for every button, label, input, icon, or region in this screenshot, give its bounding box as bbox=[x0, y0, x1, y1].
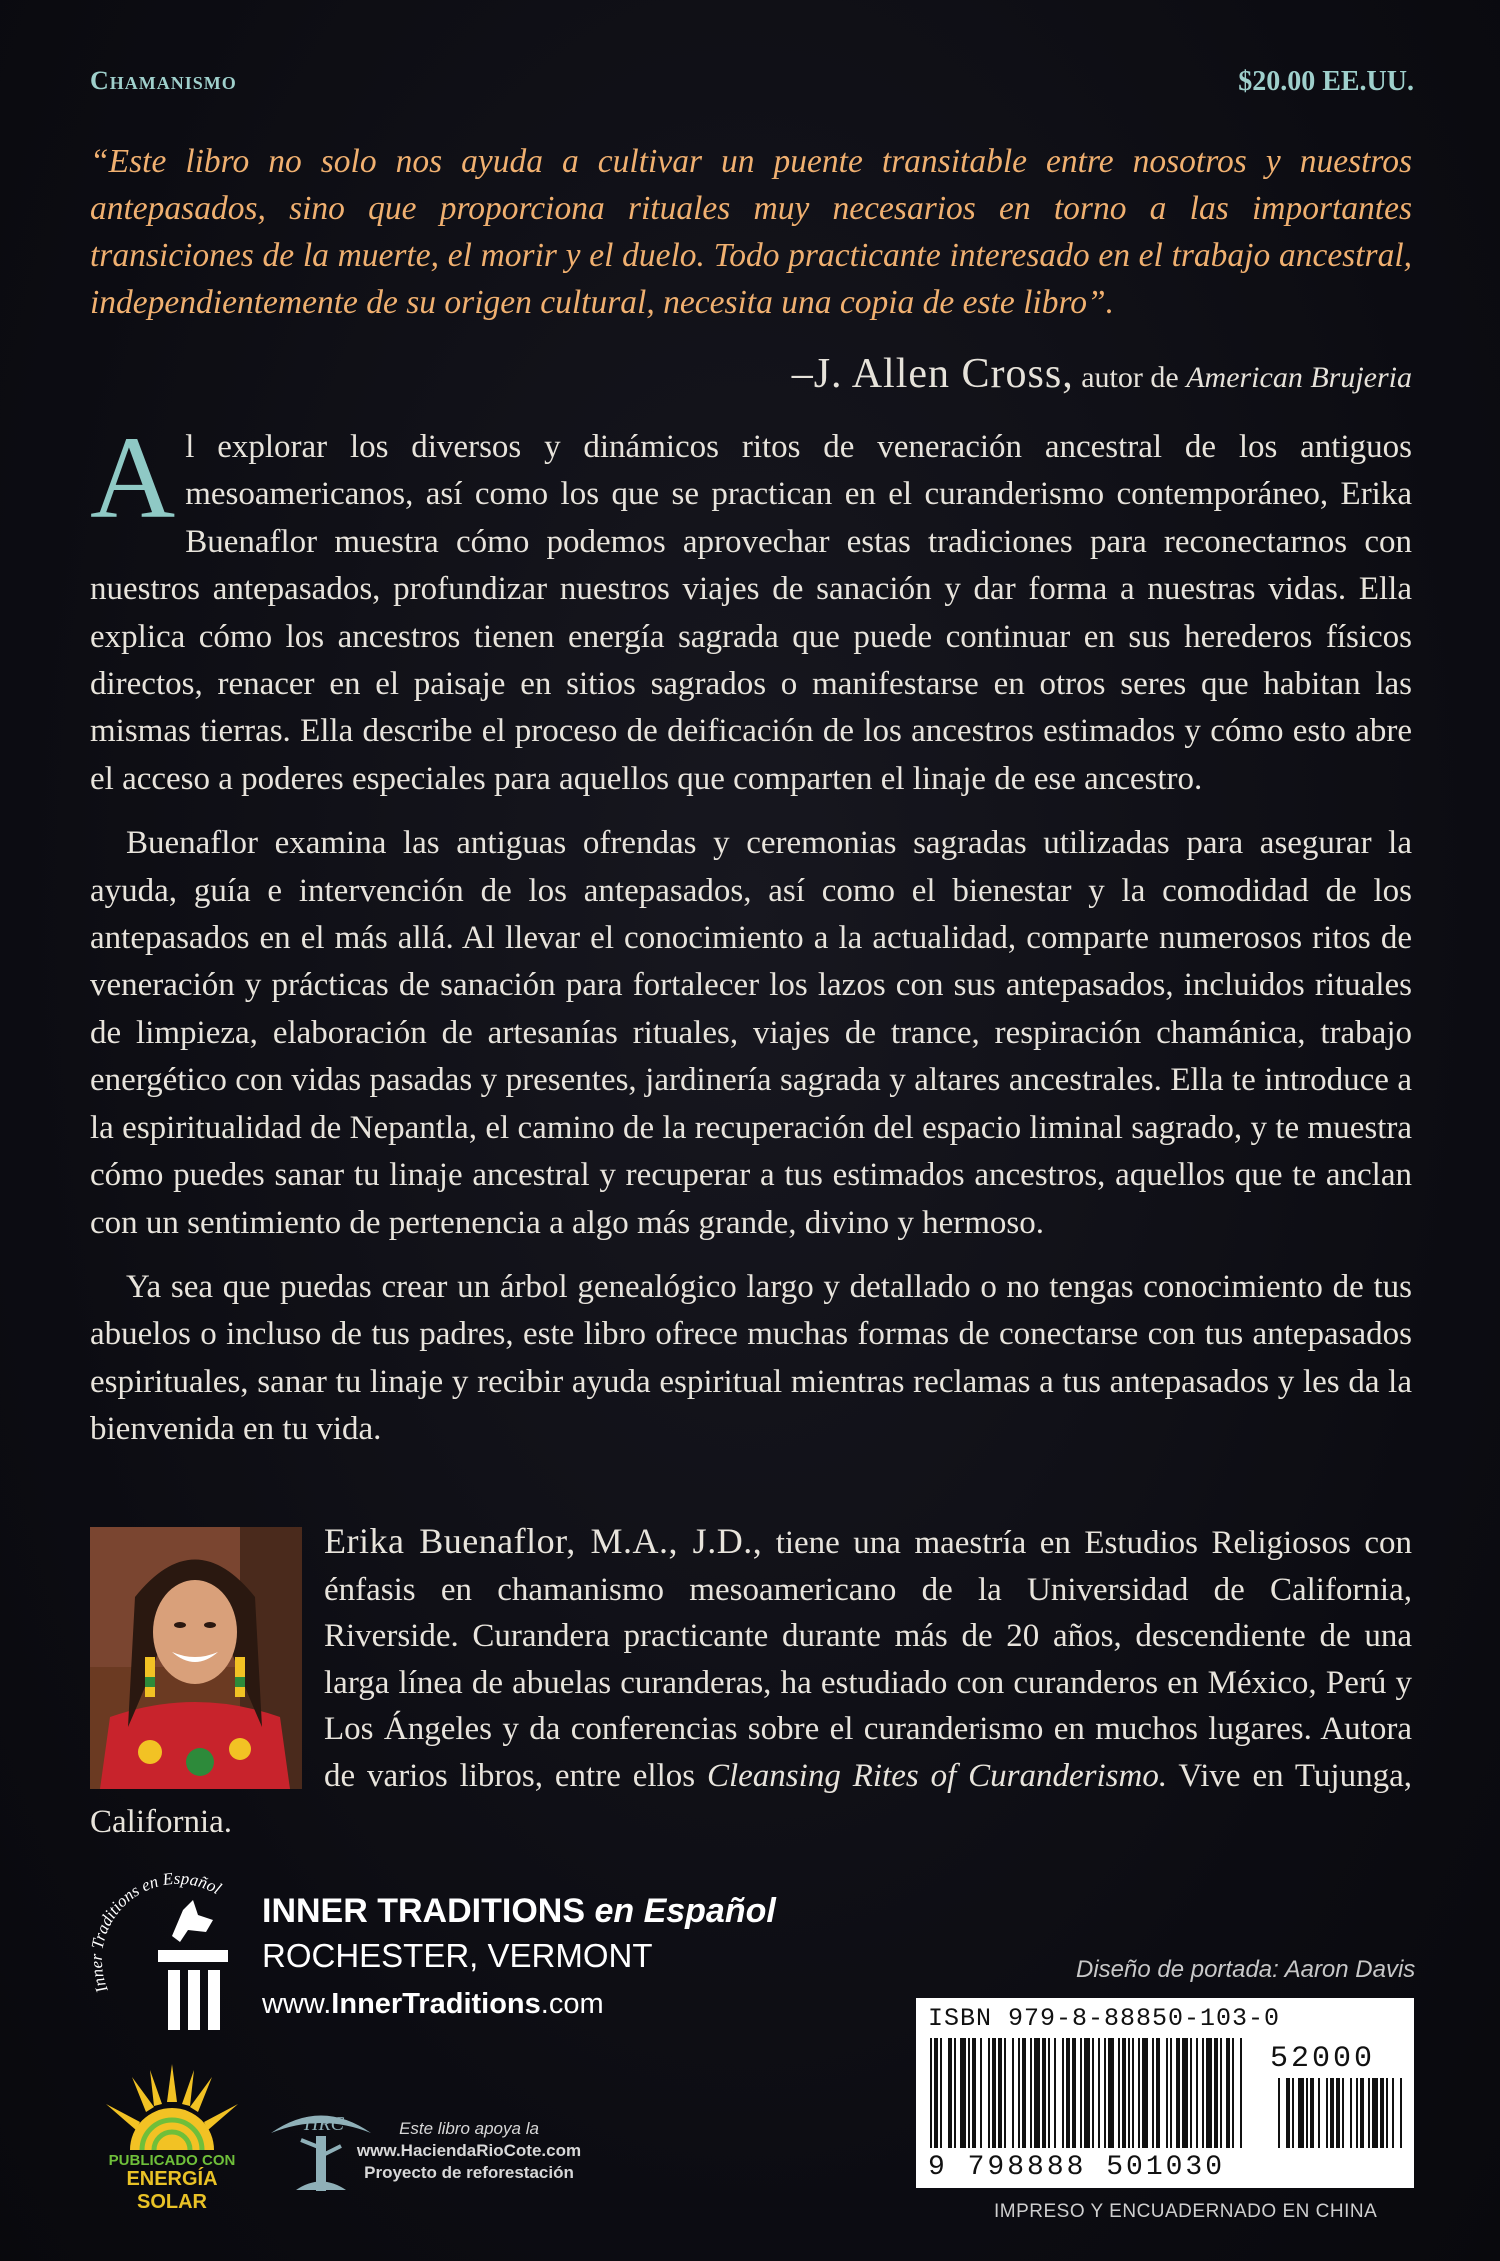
barcode-bar bbox=[1298, 2078, 1304, 2148]
barcode-bar bbox=[1310, 2078, 1314, 2148]
barcode-bar bbox=[1072, 2038, 1076, 2148]
barcode-bar bbox=[1080, 2038, 1082, 2148]
barcode-bar bbox=[1042, 2038, 1046, 2148]
hrc-line-3: Proyecto de reforestación bbox=[364, 2163, 574, 2182]
barcode-bar bbox=[1330, 2078, 1334, 2148]
barcode-bar bbox=[1190, 2038, 1192, 2148]
barcode-bar bbox=[1380, 2078, 1384, 2148]
barcode-bar bbox=[1386, 2078, 1388, 2148]
isbn-number: ISBN 979-8-88850-103-0 bbox=[928, 2004, 1281, 2033]
barcode-bar bbox=[1356, 2078, 1358, 2148]
barcode-bar bbox=[972, 2038, 976, 2148]
barcode-bar bbox=[1318, 2078, 1320, 2148]
barcode-bar bbox=[1122, 2038, 1126, 2148]
barcode-bar bbox=[1368, 2078, 1370, 2148]
barcode-bar bbox=[1012, 2038, 1014, 2148]
publisher-city: ROCHESTER, VERMONT bbox=[262, 1937, 653, 1974]
barcode-bar bbox=[1196, 2038, 1198, 2148]
barcode-bar bbox=[1220, 2038, 1222, 2148]
barcode-bar bbox=[934, 2038, 938, 2148]
barcode-bar bbox=[1342, 2078, 1344, 2148]
barcode-bar bbox=[1022, 2038, 1026, 2148]
solar-line-2: ENERGÍA SOLAR bbox=[126, 2168, 218, 2213]
publisher-website[interactable] bbox=[262, 1988, 604, 2021]
book-description bbox=[90, 412, 1412, 1471]
barcode-bar bbox=[1128, 2038, 1130, 2148]
barcode-bar bbox=[1066, 2038, 1070, 2148]
barcode-bar bbox=[1054, 2038, 1056, 2148]
barcode-bar bbox=[1214, 2038, 1218, 2148]
printed-in-label: IMPRESO Y ENCUADERNADO EN CHINA bbox=[994, 2201, 1378, 2222]
quote-attribution bbox=[792, 350, 1412, 398]
barcode-bar bbox=[1166, 2038, 1168, 2148]
cover-design-credit: Diseño de portada: Aaron Davis bbox=[1076, 1956, 1416, 1983]
barcode-bar bbox=[1286, 2078, 1290, 2148]
attribution-dash: – bbox=[791, 351, 814, 397]
barcode-bar bbox=[1156, 2038, 1160, 2148]
barcode-bar bbox=[1206, 2038, 1212, 2148]
barcode-bar bbox=[968, 2038, 970, 2148]
description-paragraph-1 bbox=[90, 412, 1412, 803]
barcode-bar bbox=[1182, 2038, 1188, 2148]
barcode-bar bbox=[1108, 2038, 1114, 2148]
logo-arc-text: Inner Traditions en Español bbox=[88, 1870, 225, 1996]
barcode-bar bbox=[1176, 2038, 1180, 2148]
barcode-bar bbox=[1030, 2038, 1032, 2148]
website-bold: InnerTraditions bbox=[331, 1988, 541, 2020]
barcode-bar bbox=[1278, 2078, 1280, 2148]
hrc-logo-text: HRC bbox=[304, 2113, 344, 2135]
barcode-bar bbox=[1170, 2038, 1172, 2148]
price-label: $20.00 EE.UU. bbox=[1238, 66, 1414, 97]
barcode-bar bbox=[1132, 2038, 1134, 2148]
barcode-bar bbox=[960, 2038, 966, 2148]
barcode-bar bbox=[1004, 2038, 1006, 2148]
barcode-bar bbox=[1092, 2038, 1094, 2148]
category-label: Chamanismo bbox=[90, 66, 237, 95]
bio-book-title: Cleansing Rites of Curanderismo. bbox=[706, 1757, 1168, 1794]
barcode-bar bbox=[1372, 2078, 1378, 2148]
attribution-name: J. Allen Cross, bbox=[813, 351, 1074, 397]
barcode-bar bbox=[948, 2038, 952, 2148]
attribution-role: autor de bbox=[1073, 361, 1187, 394]
hrc-line-1: Este libro apoya la bbox=[399, 2119, 539, 2138]
bio-text-1: tiene una maestría en Estudios Religiosos con énfasis en chamanismo mesoamericano de la Universidad de California, Riverside. Curandera practicante durante más de 20 años, descendiente de una larga línea de abuelas curanderas, ha estudiado con curanderos en México, Perú y Los Ángeles y da conferencias sobre el curanderismo en muchos lugares. Autora de varios libros, entre ellos bbox=[324, 1525, 1412, 1794]
publisher-name-main: INNER TRADITIONS bbox=[262, 1892, 595, 1930]
barcode-bar bbox=[1152, 2038, 1154, 2148]
description-paragraph-3: Ya sea que puedas crear un árbol genealógico largo y detallado o no tengas conocimiento de tus abuelos o incluso de tus padres, este libro ofrece muchas formas de conectarse con tus antepasados espirituales, sanar tu linaje y recibir ayuda espiritual mientras reclamas a tus antepasados y les da la bienvenida en tu vida. bbox=[90, 1268, 1412, 1448]
author-name: Erika Buenaflor, M.A., J.D., bbox=[324, 1521, 763, 1561]
barcode-bar bbox=[1350, 2078, 1352, 2148]
barcode-bar bbox=[998, 2038, 1002, 2148]
barcode-bar bbox=[1360, 2078, 1364, 2148]
barcode-bar bbox=[1306, 2078, 1308, 2148]
barcode-bar bbox=[930, 2038, 932, 2148]
barcode-bar bbox=[1048, 2038, 1050, 2148]
endorsement-quote: “Este libro no solo nos ayuda a cultivar un puente transitable entre nosotros y nuestros antepasados, sino que proporciona rituales muy necesarios en torno a las importantes transiciones de la muerte, el morir y el duelo. Todo practicante interesado en el trabajo ancestral, independientemente de su origen cultural, necesita una copia de este libro”. bbox=[90, 143, 1412, 321]
author-bio bbox=[90, 1518, 1412, 1846]
barcode-bar bbox=[1034, 2038, 1040, 2148]
barcode-bar bbox=[1098, 2038, 1100, 2148]
barcode-bar bbox=[1202, 2038, 1204, 2148]
barcode-bar bbox=[992, 2038, 996, 2148]
barcode-bar bbox=[988, 2038, 990, 2148]
barcode-price-code: 52000 bbox=[1270, 2042, 1376, 2076]
description-paragraph-1-text: l explorar los diversos y dinámicos ritos de veneración ancestral de los antiguos mesoamericanos, así como los que se practican en el curanderismo contemporáneo, Erika Buenaflor muestra cómo podemos aprovechar estas tradiciones para reconectarnos con nuestros antepasados, profundizar nuestros viajes de sanación y dar forma a nuestras vidas. Ella explica cómo los ancestros tienen energía sagrada que puede continuar en sus herederos físicos directos, renacer en el paisaje en sitios sagrados o manifestarse en otros seres que habitan las mismas tierras. Ella describe el proceso de deificación de los ancestros estimados y cómo esto abre el acceso a poderes especiales para aquellos que comparten el linaje de ese ancestro. bbox=[90, 429, 1412, 797]
barcode-bar bbox=[980, 2038, 982, 2148]
hrc-line-2[interactable]: www.HaciendaRioCote.com bbox=[356, 2141, 582, 2160]
svg-text:Inner Traditions en Español bbox=[88, 1870, 225, 1996]
bio-text-2: Vive en Tujunga, California. bbox=[90, 1757, 1412, 1840]
barcode-bar bbox=[1118, 2038, 1120, 2148]
barcode-bar bbox=[1138, 2038, 1140, 2148]
barcode-bar bbox=[1018, 2038, 1020, 2148]
barcode-digits: 9 798888 501030 bbox=[928, 2152, 1226, 2183]
barcode-bar bbox=[1336, 2078, 1340, 2148]
publisher-name bbox=[262, 1892, 776, 1931]
publisher-logo bbox=[88, 1870, 268, 2050]
barcode-bar bbox=[1062, 2038, 1064, 2148]
website-suffix: .com bbox=[540, 1988, 604, 2020]
description-paragraph-2: Buenaflor examina las antiguas ofrendas y ceremonias sagradas utilizadas para asegurar la ayuda, guía e intervención de los antepasados, así como el bienestar y la comodidad de los antepasados en el más allá. Al llevar el conocimiento a la actualidad, comparte numerosos ritos de veneración y prácticas de sanación para fortalecer los lazos con sus antepasados, incluidos rituales de limpieza, elaboración de artesanías rituales, viajes de trance, respiración chamánica, trabajo energético con vidas pasadas y presentes, jardinería sagrada y altares ancestrales. Ella te introduce a la espiritualidad de Nepantla, el camino de la recuperación del espacio liminal sagrado, y te muestra cómo puedes sanar tu linaje ancestral y recuperar a tus estimados ancestros, aquellos que te anclan con un sentimiento de pertenencia a algo más grande, divino y hermoso. bbox=[90, 825, 1412, 1241]
barcode-bar bbox=[1400, 2078, 1402, 2148]
barcode-bar bbox=[954, 2038, 956, 2148]
drop-cap: A bbox=[90, 412, 176, 543]
publisher-name-italic: en Español bbox=[594, 1892, 776, 1930]
barcode-bar bbox=[1232, 2038, 1234, 2148]
barcode-bar bbox=[1226, 2038, 1230, 2148]
website-prefix: www. bbox=[262, 1988, 332, 2020]
barcode-bar bbox=[1240, 2038, 1242, 2148]
barcode-bar bbox=[1292, 2078, 1294, 2148]
attribution-book: American Brujeria bbox=[1186, 361, 1412, 394]
barcode-bar bbox=[1392, 2078, 1394, 2148]
barcode-bar bbox=[1104, 2038, 1106, 2148]
barcode-bar bbox=[1084, 2038, 1090, 2148]
barcode-bar bbox=[1326, 2078, 1328, 2148]
reforestation-note bbox=[354, 2118, 584, 2184]
solar-line-1: PUBLICADO CON bbox=[108, 2152, 236, 2169]
barcode-bar bbox=[1142, 2038, 1148, 2148]
barcode-bar bbox=[940, 2038, 942, 2148]
